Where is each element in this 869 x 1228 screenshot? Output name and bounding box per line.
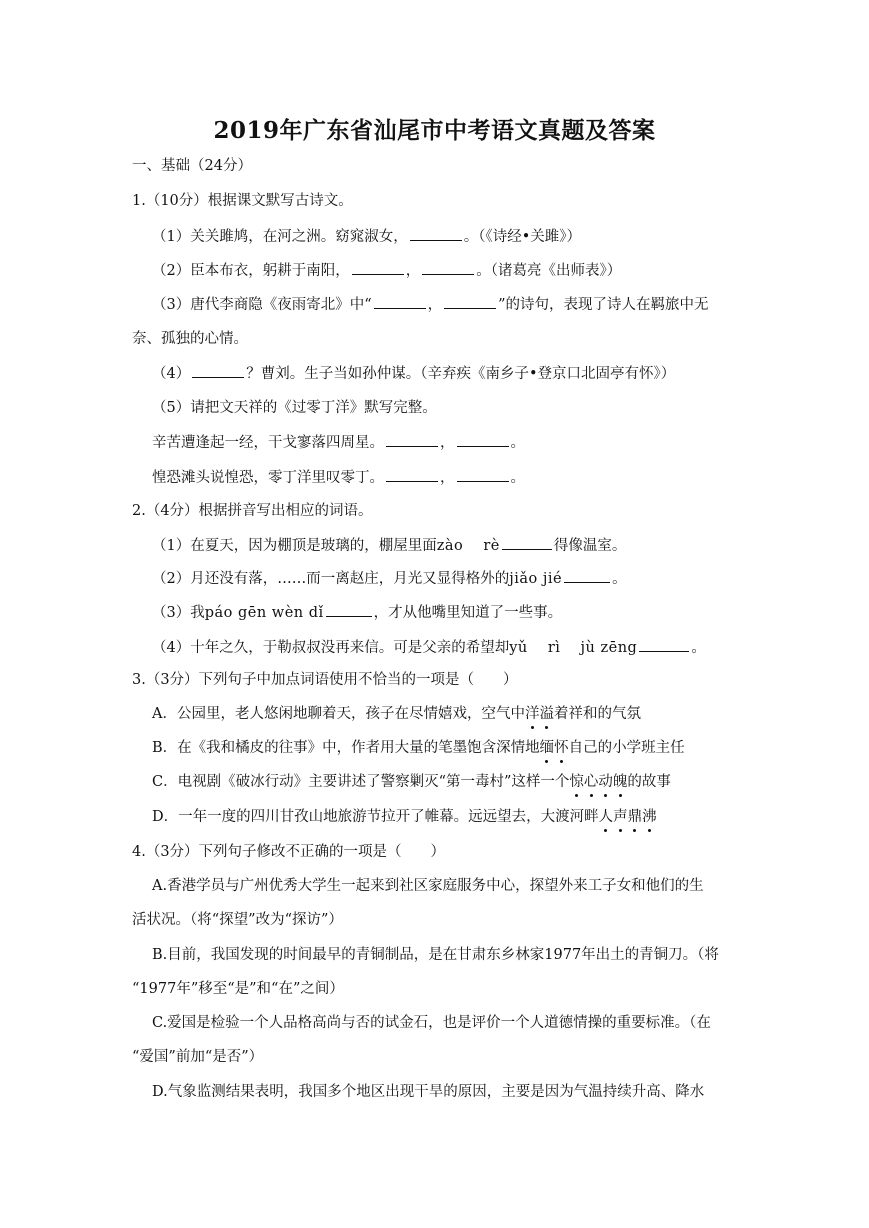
answer-blank[interactable] [374, 294, 426, 309]
q1-line-1: （1）关关雎鸠，在河之洲。窈窕淑女， 。（《诗经•关雎》） [152, 226, 581, 247]
q2-line-4: （4）十年之久，于勒叔叔没再来信。可是父亲的希望却yǔ rì jù zēng 。 [152, 637, 706, 658]
q1-line-5: （5）请把文天祥的《过零丁洋》默写完整。 [152, 400, 437, 416]
answer-blank[interactable] [386, 467, 438, 482]
q4-option-b-cont: “1977年”移至“是”和“在”之间） [132, 981, 344, 997]
q1-line-3: （3）唐代李商隐《夜雨寄北》中“ ， ”的诗句，表现了诗人在羁旅中无 [152, 294, 709, 315]
q4-option-a-cont: 活状况。（将“探望”改为“探访”） [132, 912, 343, 928]
q4-option-b: B.目前，我国发现的时间最早的青铜制品，是在甘肃东乡林家1977年出土的青铜刀。（将 [152, 947, 719, 963]
question-1-stem: 1.（10分）根据课文默写古诗文。 [132, 193, 353, 209]
answer-blank[interactable] [386, 432, 438, 447]
answer-blank[interactable] [326, 602, 372, 617]
q1-line-6: 辛苦遭逢起一经，干戈寥落四周星。 ， 。 [152, 432, 525, 453]
answer-blank[interactable] [639, 637, 689, 652]
pinyin: páo gēn wèn dǐ [204, 605, 324, 621]
q1-line-3-cont: 奈、孤独的心情。 [132, 331, 248, 347]
q1-line-2: （2）臣本布衣，躬耕于南阳， ， 。（诸葛亮《出师表》） [152, 260, 621, 281]
q4-option-c-cont: “爱国”前加“是否”） [132, 1049, 264, 1065]
answer-blank[interactable] [192, 363, 244, 378]
q3-option-b: B．在《我和橘皮的往事》中，作者用大量的笔墨饱含深情地缅怀自己的小学班主任 [152, 740, 685, 756]
q2-line-2: （2）月还没有落，……而一离赵庄，月光又显得格外的jiǎo jié 。 [152, 568, 627, 589]
answer-blank[interactable] [457, 467, 509, 482]
q3-option-d: D．一年一度的四川甘孜山地旅游节拉开了帷幕。远远望去，大渡河畔人声鼎沸 [152, 809, 657, 825]
question-4-stem: 4.（3分）下列句子修改不正确的一项是（ ） [132, 844, 446, 860]
question-3-stem: 3.（3分）下列句子中加点词语使用不恰当的一项是（ ） [132, 672, 518, 688]
answer-blank[interactable] [444, 294, 496, 309]
q4-option-c: C.爱国是检验一个人品格高尚与否的试金石，也是评价一个人道德情操的重要标准。（在 [152, 1015, 711, 1031]
q3-option-a: A．公园里，老人悠闲地聊着天，孩子在尽情嬉戏，空气中洋溢着祥和的气氛 [152, 706, 641, 722]
q3-option-c: C．电视剧《破冰行动》主要讲述了警察剿灭“第一毒村”这样一个惊心动魄的故事 [152, 774, 671, 790]
q1-line-7: 惶恐滩头说惶恐，零丁洋里叹零丁。 ， 。 [152, 467, 525, 488]
answer-blank[interactable] [422, 260, 474, 275]
q4-option-d: D.气象监测结果表明，我国多个地区出现干旱的原因，主要是因为气温持续升高、降水 [152, 1084, 705, 1100]
pinyin: yǔ rì jù zēng [509, 640, 638, 656]
q2-line-3: （3）我páo gēn wèn dǐ ，才从他嘴里知道了一些事。 [152, 602, 562, 623]
q1-line-4: （4） ？曹刘。生子当如孙仲谋。（辛弃疾《南乡子•登京口北固亭有怀》） [152, 363, 675, 384]
answer-blank[interactable] [564, 568, 610, 583]
page-title: 2019年广东省汕尾市中考语文真题及答案 [213, 117, 656, 144]
question-2-stem: 2.（4分）根据拼音写出相应的词语。 [132, 503, 373, 519]
pinyin: zào rè [436, 538, 500, 554]
pinyin: jiǎo jié [509, 571, 563, 587]
q2-line-1: （1）在夏天，因为棚顶是玻璃的，棚屋里面zào rè 得像温室。 [152, 535, 626, 556]
section-heading: 一、基础（24分） [132, 158, 252, 174]
q4-option-a: A.香港学员与广州优秀大学生一起来到社区家庭服务中心，探望外来工子女和他们的生 [152, 878, 704, 894]
answer-blank[interactable] [352, 260, 404, 275]
answer-blank[interactable] [502, 535, 552, 550]
answer-blank[interactable] [410, 226, 462, 241]
answer-blank[interactable] [457, 432, 509, 447]
